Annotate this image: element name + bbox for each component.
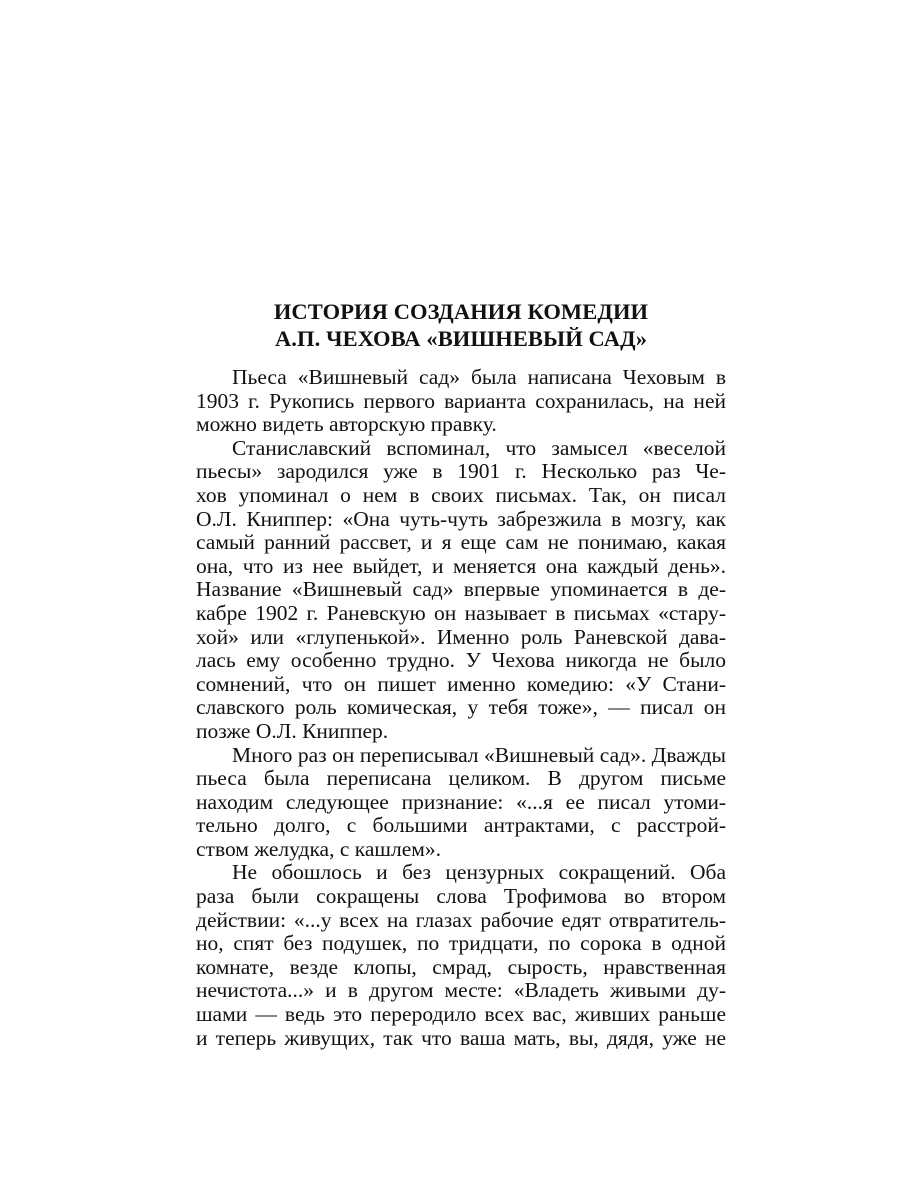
text-line: пьеса была переписана целиком. В другом письме: [196, 767, 726, 791]
text-line: комнате, везде клопы, смрад, сырость, нравственная: [196, 955, 726, 979]
text-line: находим следующее признание: «...я ее писал утоми-: [196, 790, 726, 814]
text-line: кабре 1902 г. Раневскую он называет в письмах «стару-: [196, 601, 726, 625]
text-line: она, что из нее выйдет, и меняется она каждый день».: [196, 554, 726, 578]
text-line: лась ему особенно трудно. У Чехова никогда не было: [196, 649, 726, 673]
text-line: позже О.Л. Книппер.: [196, 719, 389, 743]
text-line: шами — ведь это переродило всех вас, живших раньше: [196, 1003, 726, 1027]
body-text: [196, 366, 726, 1050]
text-line: пьесы» зародился уже в 1901 г. Несколько раз Че-: [196, 460, 726, 484]
text-line: Не обошлось и без цензурных сокращений. Оба: [232, 861, 726, 885]
text-line: Пьеса «Вишневый сад» была написана Чеховым в: [232, 366, 726, 389]
text-line: 1903 г. Рукопись первого варианта сохранилась, на ней: [196, 389, 726, 413]
heading-line-2: А.П. ЧЕХОВА «ВИШНЕВЫЙ САД»: [274, 326, 648, 351]
text-line: самый ранний рассвет, и я еще сам не понимаю, какая: [196, 531, 726, 555]
text-line: раза были сокращены слова Трофимова во втором: [196, 885, 726, 909]
text-line: Много раз он переписывал «Вишневый сад». Дважды: [232, 743, 726, 767]
text-line: действии: «...у всех на глазах рабочие едят отвратитель-: [196, 908, 726, 932]
text-line: Станиславский вспоминал, что замысел «веселой: [232, 436, 726, 460]
text-line: славского роль комическая, у тебя тоже», — писал он: [196, 696, 726, 720]
text-line: О.Л. Книппер: «Она чуть-чуть забрезжила в мозгу, как: [196, 507, 726, 531]
text-line: но, спят без подушек, по тридцати, по сорока в одной: [196, 932, 726, 956]
text-line: хов упоминал о нем в своих письмах. Так, он писал: [196, 483, 726, 507]
text-line: сомнений, что он пишет именно комедию: «У Стани-: [196, 672, 726, 696]
text-line: можно видеть авторскую правку.: [196, 413, 497, 437]
text-line: тельно долго, с большими антрактами, с расстрой-: [196, 814, 726, 838]
text-line: хой» или «глупенькой». Именно роль Раневской дава-: [196, 625, 726, 649]
chapter-heading: [196, 298, 726, 352]
text-line: Название «Вишневый сад» впервые упоминается в де-: [196, 578, 726, 602]
text-line: и теперь живущих, так что ваша мать, вы, дядя, уже не: [196, 1026, 726, 1050]
heading-line-1: ИСТОРИЯ СОЗДАНИЯ КОМЕДИИ: [273, 299, 649, 324]
text-line: ством желудка, с кашлем».: [196, 837, 441, 861]
text-line: нечистота...» и в другом месте: «Владеть живыми ду-: [196, 979, 726, 1003]
